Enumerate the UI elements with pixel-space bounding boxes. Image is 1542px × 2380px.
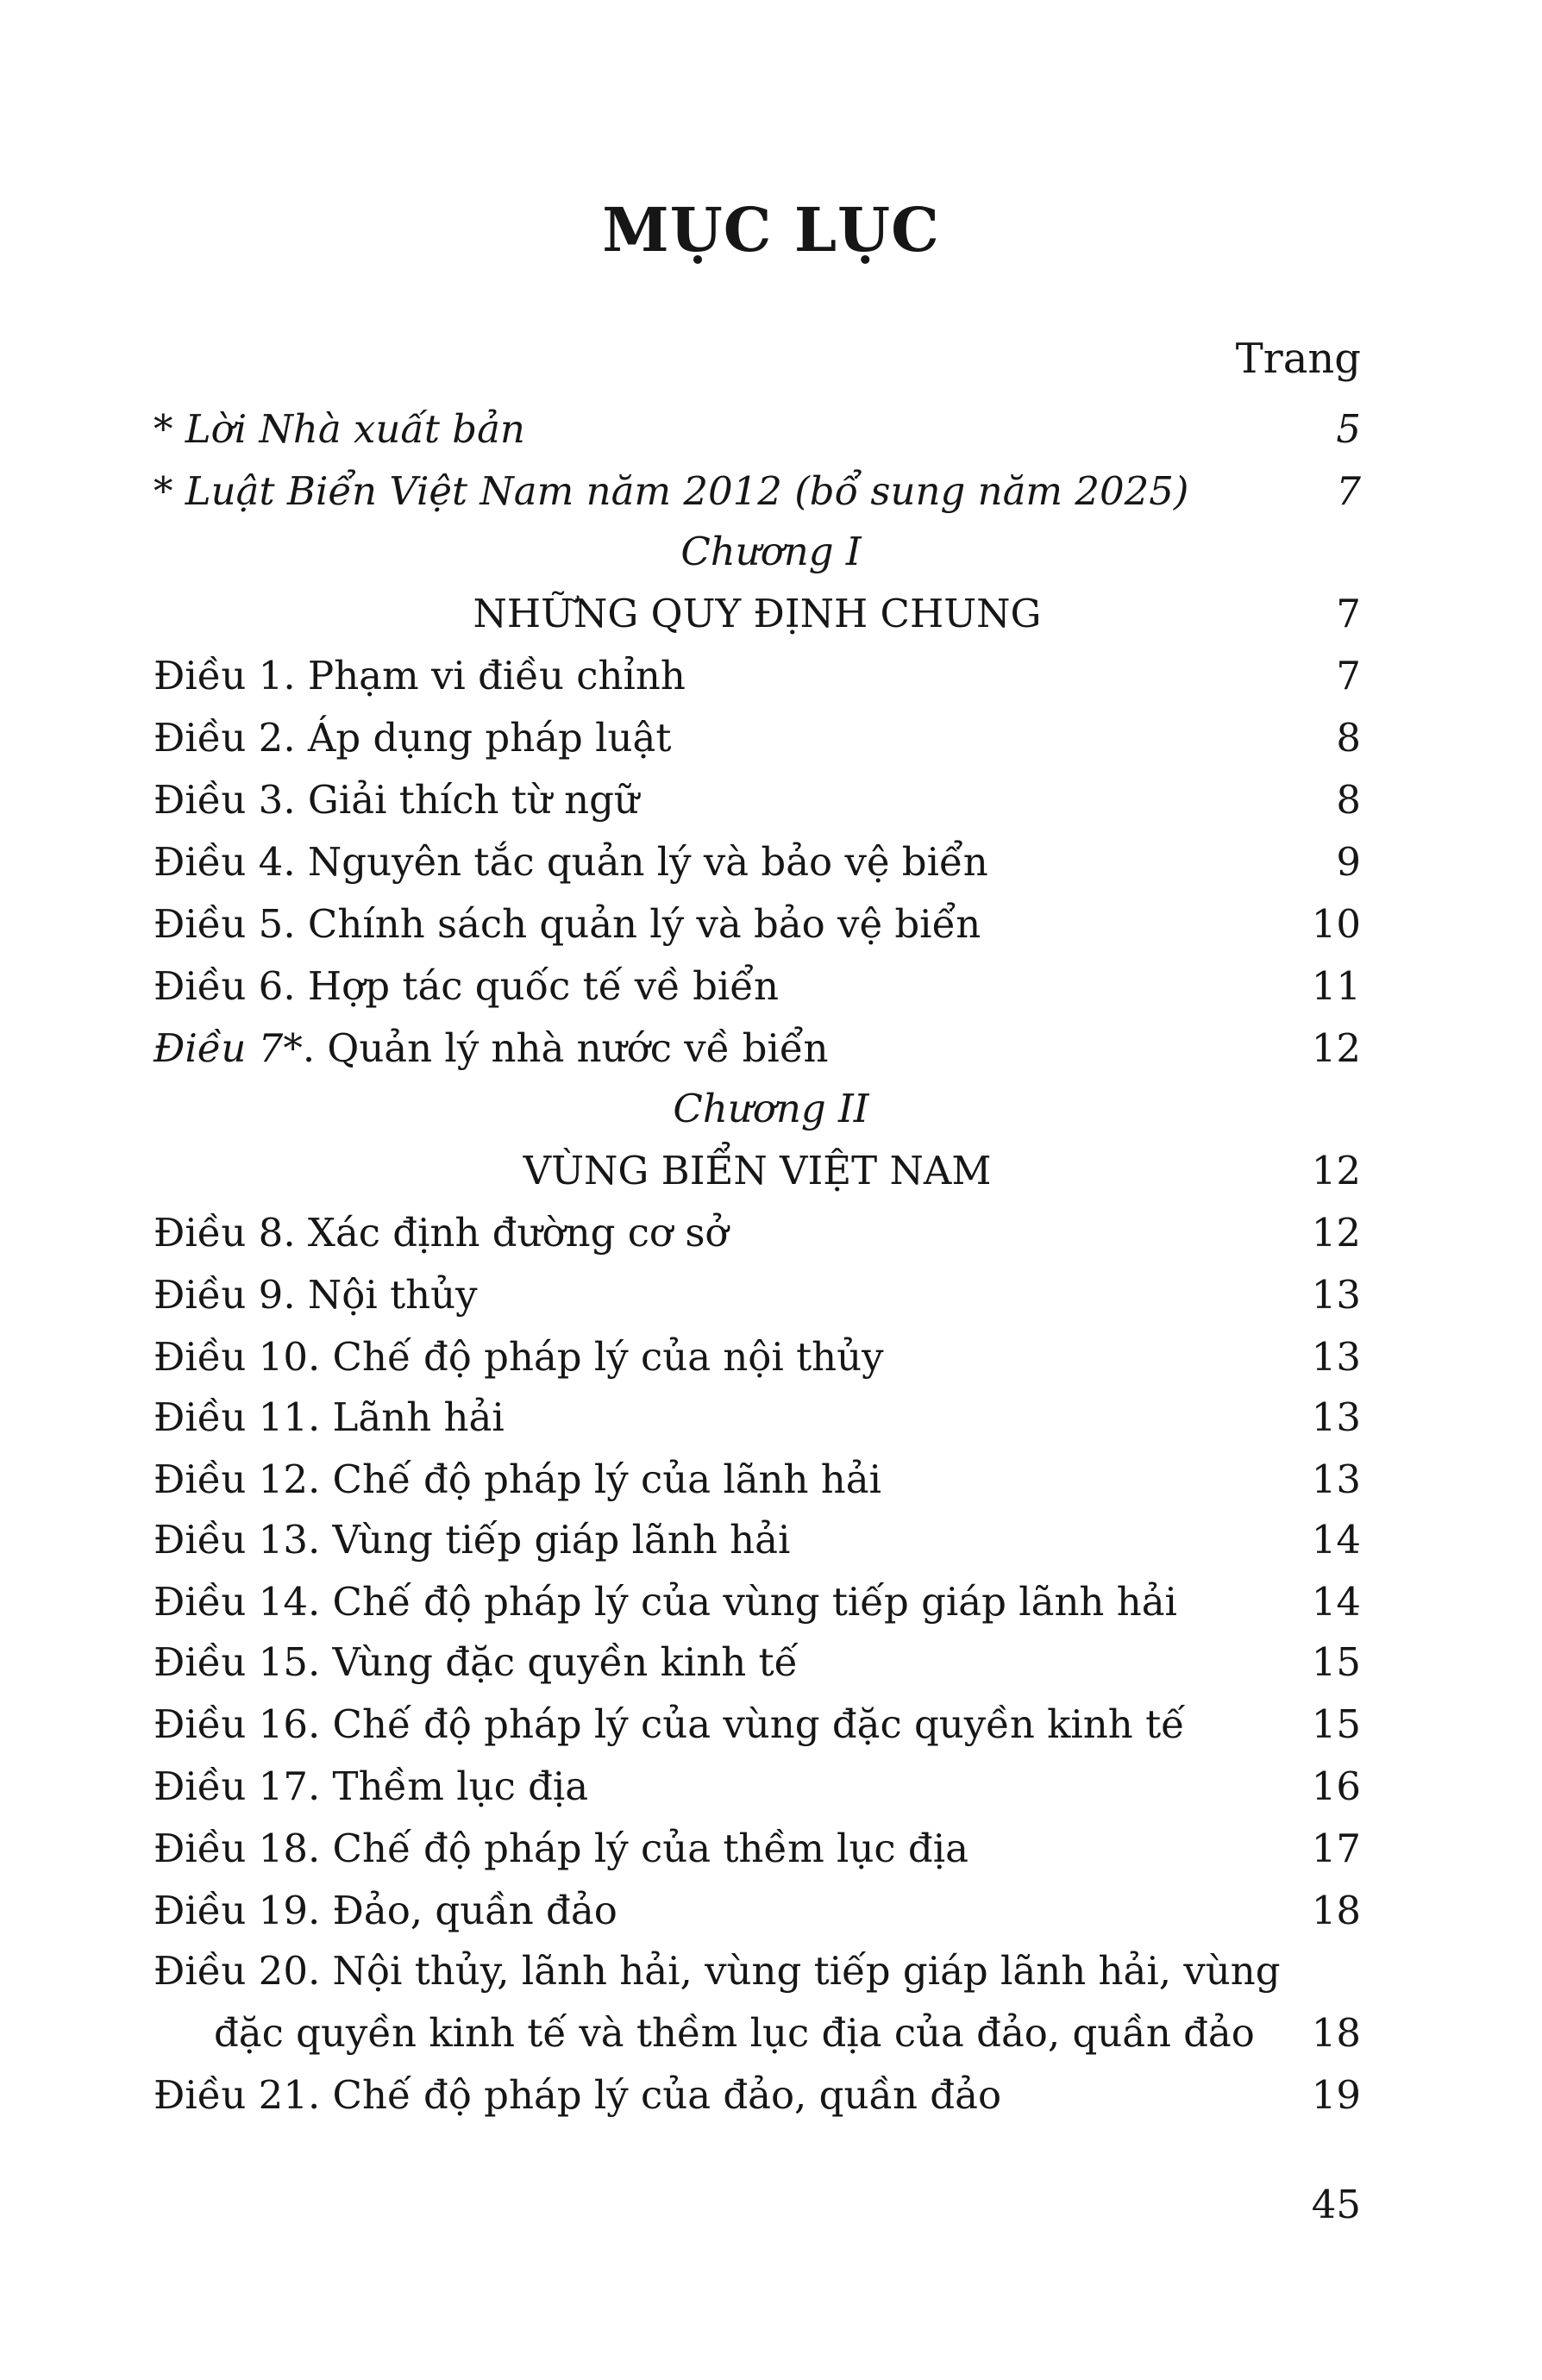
toc-entry-label: * Lời Nhà xuất bản <box>154 406 525 452</box>
toc-entry-page: 5 <box>1336 406 1361 452</box>
toc-entry-label: Điều 2. Áp dụng pháp luật <box>154 715 672 761</box>
toc-entry-label: Điều 14. Chế độ pháp lý của vùng tiếp giáp lãnh hải <box>154 1579 1177 1625</box>
toc-entry-page: 13 <box>1311 1272 1361 1318</box>
toc-entry[interactable] <box>154 1024 1361 1073</box>
article-title: . Quản lý nhà nước về biển <box>302 1025 829 1071</box>
toc-entry-label: Điều 8. Xác định đường cơ sở <box>154 1210 729 1256</box>
toc-entry[interactable] <box>154 900 1361 949</box>
toc-entry[interactable] <box>154 1456 1361 1504</box>
toc-entry-page: 18 <box>1311 1888 1361 1933</box>
toc-entry[interactable] <box>154 1394 1361 1442</box>
toc-entry[interactable] <box>154 1333 1361 1381</box>
toc-entry[interactable] <box>154 1209 1361 1257</box>
toc-entry-page: 7 <box>1336 468 1361 514</box>
toc-entry[interactable] <box>154 1763 1361 1811</box>
toc-entry-label: Điều 19. Đảo, quần đảo <box>154 1888 617 1933</box>
toc-entry-page: 7 <box>1336 653 1361 698</box>
toc-entry-label: Điều 21. Chế độ pháp lý của đảo, quần đảo <box>154 2072 1002 2118</box>
toc-entry-label: Điều 20. Nội thủy, lãnh hải, vùng tiếp giáp lãnh hải, vùng <box>154 1948 1281 1994</box>
page-number: 45 <box>1311 2182 1361 2227</box>
toc-entry-label: Điều 16. Chế độ pháp lý của vùng đặc quyền kinh tế <box>154 1701 1185 1747</box>
toc-entry-label <box>154 1024 828 1073</box>
toc-entry-page: 15 <box>1311 1639 1361 1685</box>
chapter-label: Chương II <box>673 1086 869 1131</box>
toc-entry[interactable] <box>154 1578 1361 1626</box>
toc-entry-page: 8 <box>1336 715 1361 761</box>
toc-entry-publisher-note[interactable] <box>154 405 1361 454</box>
toc-entry[interactable] <box>154 652 1361 700</box>
chapter-heading[interactable] <box>154 1147 1361 1195</box>
toc-entry[interactable] <box>154 1825 1361 1873</box>
toc-entry-page: 9 <box>1336 839 1361 885</box>
toc-entry-label: Điều 18. Chế độ pháp lý của thềm lục địa <box>154 1826 968 1871</box>
page-column-header: Trang <box>1235 335 1361 383</box>
toc-entry[interactable] <box>154 1887 1361 1935</box>
toc-entry-page: 15 <box>1311 1701 1361 1747</box>
toc-entry[interactable] <box>154 962 1361 1011</box>
article-number-amended: Điều 7* <box>154 1025 303 1071</box>
toc-entry-page: 12 <box>1311 1210 1361 1256</box>
toc-entry-label: Điều 4. Nguyên tắc quản lý và bảo vệ biển <box>154 839 988 885</box>
toc-entry-page: 12 <box>1311 1025 1361 1071</box>
toc-entry-page: 14 <box>1311 1579 1361 1625</box>
toc-entry-page: 11 <box>1311 963 1361 1009</box>
toc-entry-label: * Luật Biển Việt Nam năm 2012 (bổ sung năm 2025) <box>154 468 1189 514</box>
toc-entry[interactable] <box>154 838 1361 886</box>
toc-entry-label: Điều 3. Giải thích từ ngữ <box>154 777 639 823</box>
toc-entry[interactable] <box>154 1700 1361 1749</box>
chapter-heading[interactable] <box>154 590 1361 638</box>
toc-entry-label: Điều 10. Chế độ pháp lý của nội thủy <box>154 1334 884 1380</box>
toc-entry-label: Điều 15. Vùng đặc quyền kinh tế <box>154 1639 799 1685</box>
toc-entry[interactable] <box>154 1516 1361 1564</box>
toc-entry-label: đặc quyền kinh tế và thềm lục địa của đảo, quần đảo <box>214 2010 1255 2056</box>
toc-entry-page: 13 <box>1311 1456 1361 1502</box>
toc-entry-page: 13 <box>1311 1394 1361 1440</box>
toc-entry-label: Điều 11. Lãnh hải <box>154 1394 505 1440</box>
toc-entry-page: 14 <box>1311 1517 1361 1563</box>
toc-entry[interactable] <box>154 1638 1361 1687</box>
toc-entry[interactable] <box>154 776 1361 824</box>
toc-entry-page: 8 <box>1336 777 1361 823</box>
toc-entry-page: 12 <box>1311 1148 1361 1193</box>
toc-entry-label: Điều 5. Chính sách quản lý và bảo vệ biển <box>154 901 981 947</box>
toc-entry-page: 19 <box>1311 2072 1361 2118</box>
toc-entry-label: Điều 1. Phạm vi điều chỉnh <box>154 653 686 698</box>
toc-entry[interactable] <box>154 1947 1361 1995</box>
toc-entry-label: Điều 13. Vùng tiếp giáp lãnh hải <box>154 1517 791 1563</box>
toc-entry-label: Điều 9. Nội thủy <box>154 1272 478 1318</box>
chapter-heading-text: NHỮNG QUY ĐỊNH CHUNG <box>473 591 1042 636</box>
toc-entry-page: 13 <box>1311 1334 1361 1380</box>
toc-entry-page: 17 <box>1311 1826 1361 1871</box>
toc-entry-page: 7 <box>1336 591 1361 636</box>
toc-entry-page: 10 <box>1311 901 1361 947</box>
toc-entry-page: 18 <box>1311 2010 1361 2056</box>
toc-entry[interactable] <box>154 714 1361 762</box>
toc-entry-label: Điều 12. Chế độ pháp lý của lãnh hải <box>154 1456 882 1502</box>
chapter-label: Chương I <box>680 529 862 574</box>
toc-entry-label: Điều 17. Thềm lục địa <box>154 1763 589 1809</box>
toc-entry-page: 16 <box>1311 1763 1361 1809</box>
toc-entry-continuation[interactable] <box>154 2009 1361 2057</box>
toc-entry[interactable] <box>154 2071 1361 2120</box>
chapter-heading-text: VÙNG BIỂN VIỆT NAM <box>523 1148 992 1193</box>
toc-entry-law-title[interactable] <box>154 467 1361 516</box>
toc-entry[interactable] <box>154 1271 1361 1319</box>
toc-entry-label: Điều 6. Hợp tác quốc tế về biển <box>154 963 779 1009</box>
page-title: MỤC LỤC <box>602 194 940 266</box>
